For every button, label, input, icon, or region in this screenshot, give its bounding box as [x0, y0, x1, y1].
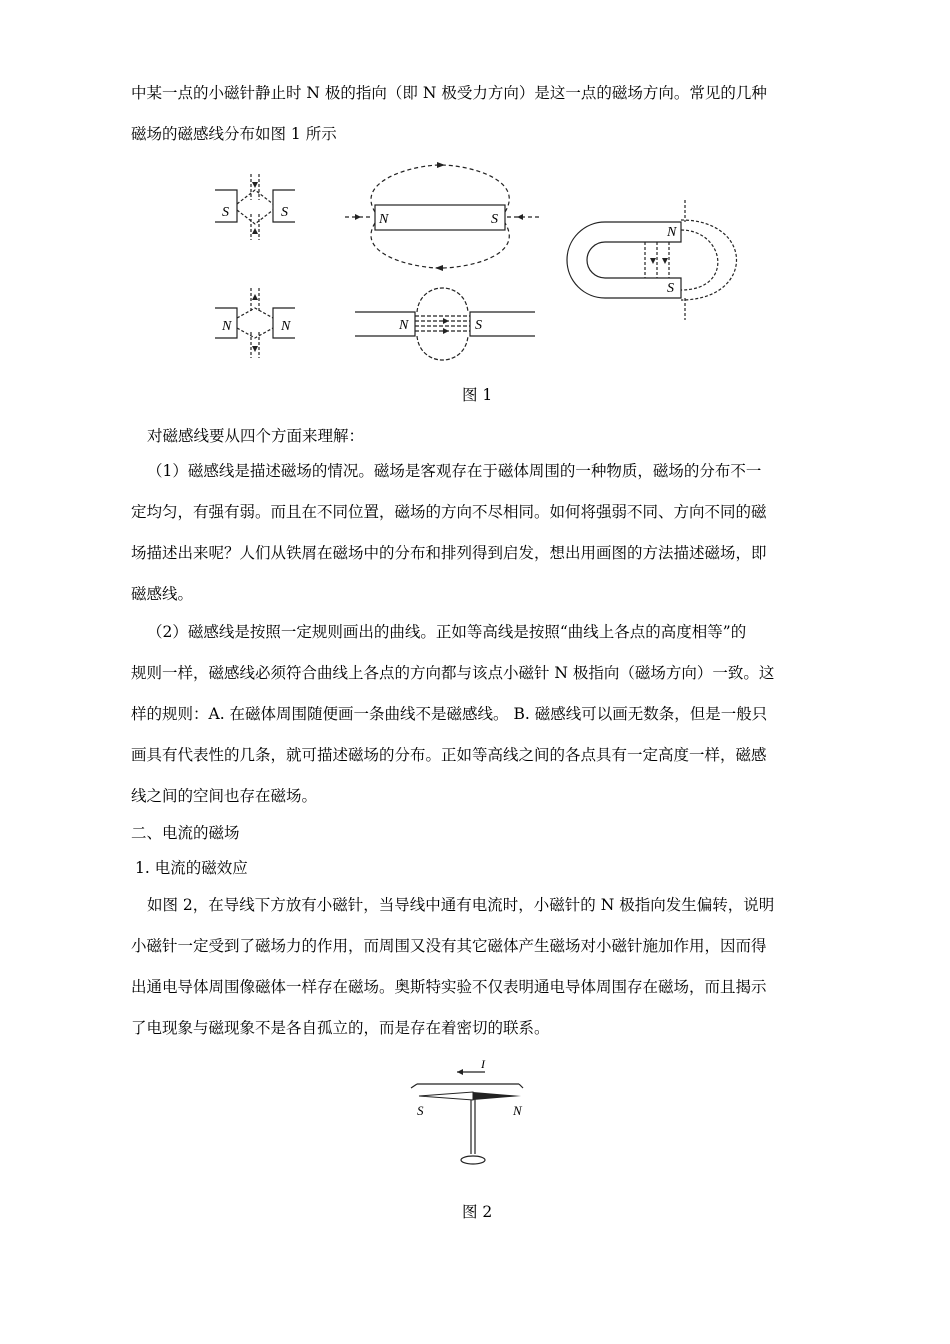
s-label-1: S — [222, 205, 229, 220]
current-i-label: I — [481, 1060, 485, 1071]
n-label-2: N — [281, 319, 291, 334]
figure-1-caption: 图 1 — [462, 386, 493, 404]
n-label-1: N — [222, 319, 232, 334]
pole-n-label: N — [399, 318, 409, 333]
point2-line-1: （2）磁感线是按照一定规则画出的曲线。正如等高线是按照“曲线上各点的高度相等”的 — [147, 623, 747, 641]
horseshoe-n-label: N — [667, 225, 677, 240]
point2-line-4: 画具有代表性的几条，就可描述磁场的分布。正如等高线之间的各点具有一定高度一样，磁感 — [131, 746, 767, 764]
compass-s-label: S — [417, 1103, 424, 1118]
current-line-2: 小磁针一定受到了磁场力的作用，而周围又没有其它磁体产生磁场对小磁针施加作用，因而得 — [131, 937, 767, 955]
point2-line-3: 样的规则：A. 在磁体周围随便画一条曲线不是磁感线。 B. 磁感线可以画无数条，但是一般只 — [131, 705, 768, 723]
current-line-4: 了电现象与磁现象不是各自孤立的，而是存在着密切的联系。 — [131, 1019, 550, 1037]
subsection-heading: 1. 电流的磁效应 — [135, 859, 248, 877]
current-line-3: 出通电导体周围像磁体一样存在磁场。奥斯特实验不仅表明通电导体周围存在磁场，而且揭示 — [131, 978, 767, 996]
point1-line-3: 场描述出来呢？人们从铁屑在磁场中的分布和排列得到启发，想出用画图的方法描述磁场，即 — [131, 544, 767, 562]
horseshoe-s-label: S — [667, 281, 674, 296]
bar-s-label: S — [491, 212, 498, 227]
point1-line-4: 磁感线。 — [131, 585, 194, 603]
section-heading: 二、电流的磁场 — [131, 824, 240, 842]
point1-line-1: （1）磁感线是描述磁场的情况。磁场是客观存在于磁体周围的一种物质，磁场的分布不一 — [147, 462, 762, 480]
bar-n-label: N — [379, 212, 389, 227]
intro-line-2: 磁场的磁感线分布如图 1 所示 — [131, 125, 337, 143]
understand-heading: 对磁感线要从四个方面来理解： — [147, 427, 365, 445]
compass-n-label: N — [513, 1103, 522, 1118]
s-label-2: S — [281, 205, 288, 220]
pole-s-label: S — [475, 318, 482, 333]
intro-line-1: 中某一点的小磁针静止时 N 极的指向（即 N 极受力方向）是这一点的磁场方向。常见的几种 — [131, 84, 767, 102]
figure-2-oersted-experiment — [405, 1060, 535, 1175]
figure-2-caption: 图 2 — [462, 1203, 493, 1221]
current-line-1: 如图 2，在导线下方放有小磁针，当导线中通有电流时，小磁针的 N 极指向发生偏转，说明 — [147, 896, 775, 914]
figure-1-magnetic-field-lines — [205, 160, 755, 375]
point2-line-5: 线之间的空间也存在磁场。 — [131, 787, 318, 805]
point2-line-2: 规则一样，磁感线必须符合曲线上各点的方向都与该点小磁针 N 极指向（磁场方向）一致。这 — [131, 664, 775, 682]
point1-line-2: 定均匀，有强有弱。而且在不同位置，磁场的方向不尽相同。如何将强弱不同、方向不同的磁 — [131, 503, 767, 521]
